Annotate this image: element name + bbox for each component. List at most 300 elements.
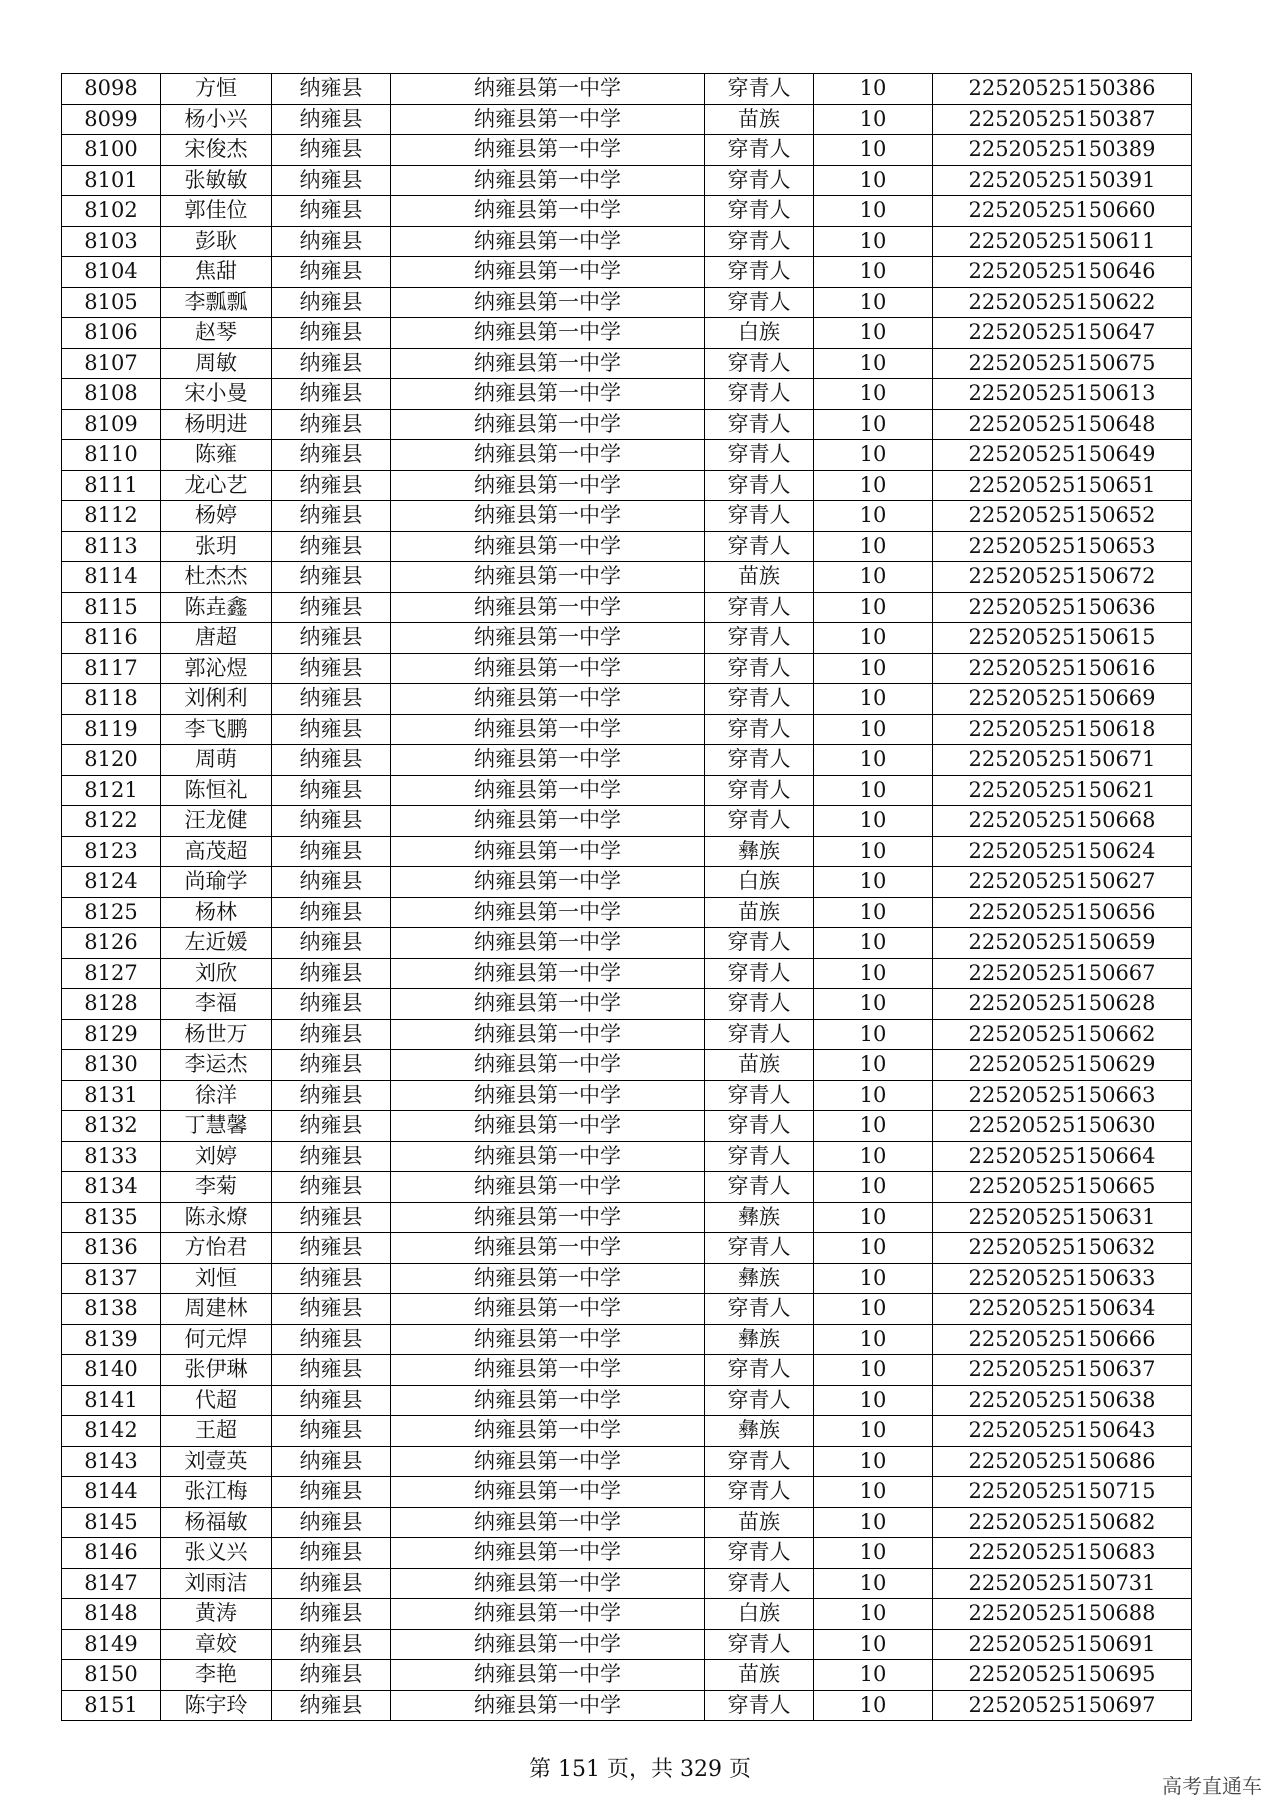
ethnicity-cell: 穿青人 xyxy=(705,531,814,562)
exam-id-cell: 22520525150634 xyxy=(933,1294,1192,1325)
score-cell: 10 xyxy=(814,165,933,196)
table-row xyxy=(62,1050,1192,1081)
student-name-cell: 代超 xyxy=(161,1385,272,1416)
exam-id-cell: 22520525150652 xyxy=(933,501,1192,532)
row-number-cell: 8125 xyxy=(62,897,161,928)
exam-id-cell: 22520525150667 xyxy=(933,958,1192,989)
row-number-cell: 8126 xyxy=(62,928,161,959)
county-cell: 纳雍县 xyxy=(272,1233,391,1264)
score-cell: 10 xyxy=(814,1233,933,1264)
table-row xyxy=(62,989,1192,1020)
student-name-cell: 高茂超 xyxy=(161,836,272,867)
student-name-cell: 李飞鹏 xyxy=(161,714,272,745)
county-cell: 纳雍县 xyxy=(272,1599,391,1630)
score-cell: 10 xyxy=(814,1355,933,1386)
table-row xyxy=(62,1477,1192,1508)
county-cell: 纳雍县 xyxy=(272,1538,391,1569)
student-name-cell: 汪龙健 xyxy=(161,806,272,837)
ethnicity-cell: 穿青人 xyxy=(705,745,814,776)
school-cell: 纳雍县第一中学 xyxy=(391,989,705,1020)
ethnicity-cell: 穿青人 xyxy=(705,1080,814,1111)
row-number-cell: 8111 xyxy=(62,470,161,501)
student-list-table xyxy=(61,73,1192,1721)
county-cell: 纳雍县 xyxy=(272,1202,391,1233)
county-cell: 纳雍县 xyxy=(272,806,391,837)
school-cell: 纳雍县第一中学 xyxy=(391,470,705,501)
table-row xyxy=(62,623,1192,654)
exam-id-cell: 22520525150715 xyxy=(933,1477,1192,1508)
county-cell: 纳雍县 xyxy=(272,1507,391,1538)
row-number-cell: 8138 xyxy=(62,1294,161,1325)
student-name-cell: 李菊 xyxy=(161,1172,272,1203)
table-row xyxy=(62,958,1192,989)
school-cell: 纳雍县第一中学 xyxy=(391,531,705,562)
student-name-cell: 陈恒礼 xyxy=(161,775,272,806)
score-cell: 10 xyxy=(814,1141,933,1172)
county-cell: 纳雍县 xyxy=(272,1690,391,1721)
ethnicity-cell: 穿青人 xyxy=(705,1141,814,1172)
school-cell: 纳雍县第一中学 xyxy=(391,623,705,654)
school-cell: 纳雍县第一中学 xyxy=(391,135,705,166)
row-number-cell: 8101 xyxy=(62,165,161,196)
row-number-cell: 8124 xyxy=(62,867,161,898)
exam-id-cell: 22520525150663 xyxy=(933,1080,1192,1111)
school-cell: 纳雍县第一中学 xyxy=(391,1660,705,1691)
county-cell: 纳雍县 xyxy=(272,623,391,654)
student-name-cell: 丁慧馨 xyxy=(161,1111,272,1142)
school-cell: 纳雍县第一中学 xyxy=(391,409,705,440)
ethnicity-cell: 穿青人 xyxy=(705,714,814,745)
student-name-cell: 张义兴 xyxy=(161,1538,272,1569)
row-number-cell: 8100 xyxy=(62,135,161,166)
table-row xyxy=(62,318,1192,349)
student-name-cell: 李运杰 xyxy=(161,1050,272,1081)
score-cell: 10 xyxy=(814,897,933,928)
ethnicity-cell: 穿青人 xyxy=(705,257,814,288)
row-number-cell: 8123 xyxy=(62,836,161,867)
ethnicity-cell: 穿青人 xyxy=(705,1019,814,1050)
ethnicity-cell: 穿青人 xyxy=(705,1568,814,1599)
county-cell: 纳雍县 xyxy=(272,1111,391,1142)
score-cell: 10 xyxy=(814,318,933,349)
county-cell: 纳雍县 xyxy=(272,1385,391,1416)
exam-id-cell: 22520525150647 xyxy=(933,318,1192,349)
school-cell: 纳雍县第一中学 xyxy=(391,1599,705,1630)
county-cell: 纳雍县 xyxy=(272,928,391,959)
exam-id-cell: 22520525150618 xyxy=(933,714,1192,745)
row-number-cell: 8113 xyxy=(62,531,161,562)
exam-id-cell: 22520525150621 xyxy=(933,775,1192,806)
row-number-cell: 8117 xyxy=(62,653,161,684)
table-row xyxy=(62,1538,1192,1569)
ethnicity-cell: 穿青人 xyxy=(705,1355,814,1386)
ethnicity-cell: 穿青人 xyxy=(705,1446,814,1477)
school-cell: 纳雍县第一中学 xyxy=(391,714,705,745)
county-cell: 纳雍县 xyxy=(272,775,391,806)
county-cell: 纳雍县 xyxy=(272,440,391,471)
score-cell: 10 xyxy=(814,1202,933,1233)
score-cell: 10 xyxy=(814,74,933,105)
student-name-cell: 杨林 xyxy=(161,897,272,928)
ethnicity-cell: 穿青人 xyxy=(705,1629,814,1660)
student-name-cell: 陈宇玲 xyxy=(161,1690,272,1721)
exam-id-cell: 22520525150697 xyxy=(933,1690,1192,1721)
student-name-cell: 张玥 xyxy=(161,531,272,562)
exam-id-cell: 22520525150636 xyxy=(933,592,1192,623)
ethnicity-cell: 穿青人 xyxy=(705,684,814,715)
student-name-cell: 焦甜 xyxy=(161,257,272,288)
ethnicity-cell: 穿青人 xyxy=(705,1385,814,1416)
row-number-cell: 8107 xyxy=(62,348,161,379)
exam-id-cell: 22520525150615 xyxy=(933,623,1192,654)
score-cell: 10 xyxy=(814,257,933,288)
school-cell: 纳雍县第一中学 xyxy=(391,1324,705,1355)
exam-id-cell: 22520525150671 xyxy=(933,745,1192,776)
exam-id-cell: 22520525150387 xyxy=(933,104,1192,135)
row-number-cell: 8105 xyxy=(62,287,161,318)
ethnicity-cell: 彝族 xyxy=(705,1263,814,1294)
score-cell: 10 xyxy=(814,745,933,776)
student-name-cell: 宋俊杰 xyxy=(161,135,272,166)
student-name-cell: 刘欣 xyxy=(161,958,272,989)
exam-id-cell: 22520525150662 xyxy=(933,1019,1192,1050)
score-cell: 10 xyxy=(814,1111,933,1142)
ethnicity-cell: 白族 xyxy=(705,1599,814,1630)
county-cell: 纳雍县 xyxy=(272,135,391,166)
table-row xyxy=(62,1080,1192,1111)
ethnicity-cell: 苗族 xyxy=(705,897,814,928)
school-cell: 纳雍县第一中学 xyxy=(391,1294,705,1325)
school-cell: 纳雍县第一中学 xyxy=(391,318,705,349)
student-name-cell: 杨婷 xyxy=(161,501,272,532)
row-number-cell: 8121 xyxy=(62,775,161,806)
ethnicity-cell: 彝族 xyxy=(705,1416,814,1447)
row-number-cell: 8102 xyxy=(62,196,161,227)
student-name-cell: 周敏 xyxy=(161,348,272,379)
score-cell: 10 xyxy=(814,1446,933,1477)
score-cell: 10 xyxy=(814,1263,933,1294)
row-number-cell: 8119 xyxy=(62,714,161,745)
score-cell: 10 xyxy=(814,1568,933,1599)
score-cell: 10 xyxy=(814,562,933,593)
score-cell: 10 xyxy=(814,714,933,745)
exam-id-cell: 22520525150638 xyxy=(933,1385,1192,1416)
table-row xyxy=(62,1172,1192,1203)
score-cell: 10 xyxy=(814,836,933,867)
row-number-cell: 8150 xyxy=(62,1660,161,1691)
exam-id-cell: 22520525150628 xyxy=(933,989,1192,1020)
ethnicity-cell: 穿青人 xyxy=(705,1690,814,1721)
table-row xyxy=(62,196,1192,227)
score-cell: 10 xyxy=(814,867,933,898)
ethnicity-cell: 穿青人 xyxy=(705,165,814,196)
school-cell: 纳雍县第一中学 xyxy=(391,1629,705,1660)
table-row xyxy=(62,1599,1192,1630)
table-row xyxy=(62,1233,1192,1264)
ethnicity-cell: 穿青人 xyxy=(705,287,814,318)
school-cell: 纳雍县第一中学 xyxy=(391,806,705,837)
school-cell: 纳雍县第一中学 xyxy=(391,1141,705,1172)
ethnicity-cell: 穿青人 xyxy=(705,379,814,410)
table-row xyxy=(62,1416,1192,1447)
county-cell: 纳雍县 xyxy=(272,196,391,227)
ethnicity-cell: 穿青人 xyxy=(705,74,814,105)
score-cell: 10 xyxy=(814,409,933,440)
school-cell: 纳雍县第一中学 xyxy=(391,1355,705,1386)
student-name-cell: 刘壹英 xyxy=(161,1446,272,1477)
ethnicity-cell: 彝族 xyxy=(705,836,814,867)
county-cell: 纳雍县 xyxy=(272,1172,391,1203)
exam-id-cell: 22520525150651 xyxy=(933,470,1192,501)
exam-id-cell: 22520525150389 xyxy=(933,135,1192,166)
student-name-cell: 彭耿 xyxy=(161,226,272,257)
student-name-cell: 周建林 xyxy=(161,1294,272,1325)
row-number-cell: 8135 xyxy=(62,1202,161,1233)
score-cell: 10 xyxy=(814,226,933,257)
table-row xyxy=(62,562,1192,593)
score-cell: 10 xyxy=(814,1416,933,1447)
exam-id-cell: 22520525150630 xyxy=(933,1111,1192,1142)
score-cell: 10 xyxy=(814,104,933,135)
school-cell: 纳雍县第一中学 xyxy=(391,1111,705,1142)
row-number-cell: 8148 xyxy=(62,1599,161,1630)
table-row xyxy=(62,379,1192,410)
table-row xyxy=(62,104,1192,135)
row-number-cell: 8149 xyxy=(62,1629,161,1660)
table-row xyxy=(62,867,1192,898)
score-cell: 10 xyxy=(814,440,933,471)
student-name-cell: 左近媛 xyxy=(161,928,272,959)
table-row xyxy=(62,1446,1192,1477)
school-cell: 纳雍县第一中学 xyxy=(391,1050,705,1081)
school-cell: 纳雍县第一中学 xyxy=(391,1568,705,1599)
county-cell: 纳雍县 xyxy=(272,257,391,288)
row-number-cell: 8104 xyxy=(62,257,161,288)
ethnicity-cell: 穿青人 xyxy=(705,592,814,623)
table-row xyxy=(62,1263,1192,1294)
ethnicity-cell: 彝族 xyxy=(705,1324,814,1355)
table-row xyxy=(62,745,1192,776)
exam-id-cell: 22520525150631 xyxy=(933,1202,1192,1233)
row-number-cell: 8098 xyxy=(62,74,161,105)
table-row xyxy=(62,1629,1192,1660)
exam-id-cell: 22520525150686 xyxy=(933,1446,1192,1477)
student-name-cell: 杨明进 xyxy=(161,409,272,440)
ethnicity-cell: 彝族 xyxy=(705,1202,814,1233)
student-name-cell: 张江梅 xyxy=(161,1477,272,1508)
school-cell: 纳雍县第一中学 xyxy=(391,1477,705,1508)
score-cell: 10 xyxy=(814,1385,933,1416)
ethnicity-cell: 穿青人 xyxy=(705,1538,814,1569)
county-cell: 纳雍县 xyxy=(272,1355,391,1386)
county-cell: 纳雍县 xyxy=(272,684,391,715)
table-row xyxy=(62,501,1192,532)
exam-id-cell: 22520525150669 xyxy=(933,684,1192,715)
student-name-cell: 郭沁煜 xyxy=(161,653,272,684)
row-number-cell: 8145 xyxy=(62,1507,161,1538)
score-cell: 10 xyxy=(814,531,933,562)
table-row xyxy=(62,440,1192,471)
county-cell: 纳雍县 xyxy=(272,745,391,776)
table-row xyxy=(62,531,1192,562)
ethnicity-cell: 苗族 xyxy=(705,104,814,135)
county-cell: 纳雍县 xyxy=(272,653,391,684)
score-cell: 10 xyxy=(814,1294,933,1325)
student-name-cell: 杨小兴 xyxy=(161,104,272,135)
ethnicity-cell: 穿青人 xyxy=(705,348,814,379)
row-number-cell: 8120 xyxy=(62,745,161,776)
ethnicity-cell: 穿青人 xyxy=(705,196,814,227)
table-row xyxy=(62,1568,1192,1599)
score-cell: 10 xyxy=(814,623,933,654)
county-cell: 纳雍县 xyxy=(272,1477,391,1508)
student-name-cell: 杜杰杰 xyxy=(161,562,272,593)
school-cell: 纳雍县第一中学 xyxy=(391,226,705,257)
ethnicity-cell: 穿青人 xyxy=(705,1477,814,1508)
exam-id-cell: 22520525150613 xyxy=(933,379,1192,410)
student-name-cell: 张敏敏 xyxy=(161,165,272,196)
ethnicity-cell: 苗族 xyxy=(705,1660,814,1691)
county-cell: 纳雍县 xyxy=(272,287,391,318)
ethnicity-cell: 穿青人 xyxy=(705,135,814,166)
score-cell: 10 xyxy=(814,379,933,410)
student-name-cell: 黄涛 xyxy=(161,1599,272,1630)
score-cell: 10 xyxy=(814,684,933,715)
exam-id-cell: 22520525150643 xyxy=(933,1416,1192,1447)
ethnicity-cell: 白族 xyxy=(705,867,814,898)
row-number-cell: 8112 xyxy=(62,501,161,532)
exam-id-cell: 22520525150653 xyxy=(933,531,1192,562)
exam-id-cell: 22520525150632 xyxy=(933,1233,1192,1264)
score-cell: 10 xyxy=(814,1080,933,1111)
row-number-cell: 8131 xyxy=(62,1080,161,1111)
school-cell: 纳雍县第一中学 xyxy=(391,928,705,959)
school-cell: 纳雍县第一中学 xyxy=(391,592,705,623)
county-cell: 纳雍县 xyxy=(272,1080,391,1111)
score-cell: 10 xyxy=(814,196,933,227)
ethnicity-cell: 穿青人 xyxy=(705,989,814,1020)
row-number-cell: 8147 xyxy=(62,1568,161,1599)
student-name-cell: 杨福敏 xyxy=(161,1507,272,1538)
school-cell: 纳雍县第一中学 xyxy=(391,104,705,135)
row-number-cell: 8130 xyxy=(62,1050,161,1081)
school-cell: 纳雍县第一中学 xyxy=(391,165,705,196)
county-cell: 纳雍县 xyxy=(272,897,391,928)
table-row xyxy=(62,1507,1192,1538)
exam-id-cell: 22520525150668 xyxy=(933,806,1192,837)
exam-id-cell: 22520525150683 xyxy=(933,1538,1192,1569)
student-name-cell: 方怡君 xyxy=(161,1233,272,1264)
exam-id-cell: 22520525150622 xyxy=(933,287,1192,318)
school-cell: 纳雍县第一中学 xyxy=(391,379,705,410)
county-cell: 纳雍县 xyxy=(272,318,391,349)
table-row xyxy=(62,1385,1192,1416)
page-number-footer: 第 151 页，共 329 页 xyxy=(529,1757,751,1782)
score-cell: 10 xyxy=(814,1324,933,1355)
student-name-cell: 何元焊 xyxy=(161,1324,272,1355)
county-cell: 纳雍县 xyxy=(272,1050,391,1081)
school-cell: 纳雍县第一中学 xyxy=(391,1446,705,1477)
school-cell: 纳雍县第一中学 xyxy=(391,1172,705,1203)
score-cell: 10 xyxy=(814,287,933,318)
county-cell: 纳雍县 xyxy=(272,714,391,745)
county-cell: 纳雍县 xyxy=(272,531,391,562)
student-name-cell: 李瓢瓢 xyxy=(161,287,272,318)
school-cell: 纳雍县第一中学 xyxy=(391,562,705,593)
table-row xyxy=(62,806,1192,837)
exam-id-cell: 22520525150688 xyxy=(933,1599,1192,1630)
score-cell: 10 xyxy=(814,1660,933,1691)
county-cell: 纳雍县 xyxy=(272,867,391,898)
score-cell: 10 xyxy=(814,1050,933,1081)
score-cell: 10 xyxy=(814,1507,933,1538)
score-cell: 10 xyxy=(814,1172,933,1203)
school-cell: 纳雍县第一中学 xyxy=(391,1233,705,1264)
exam-id-cell: 22520525150659 xyxy=(933,928,1192,959)
score-cell: 10 xyxy=(814,989,933,1020)
exam-id-cell: 22520525150682 xyxy=(933,1507,1192,1538)
row-number-cell: 8127 xyxy=(62,958,161,989)
table-row xyxy=(62,1019,1192,1050)
county-cell: 纳雍县 xyxy=(272,104,391,135)
table-row xyxy=(62,1690,1192,1721)
ethnicity-cell: 穿青人 xyxy=(705,623,814,654)
county-cell: 纳雍县 xyxy=(272,836,391,867)
row-number-cell: 8141 xyxy=(62,1385,161,1416)
county-cell: 纳雍县 xyxy=(272,501,391,532)
table-row xyxy=(62,1111,1192,1142)
exam-id-cell: 22520525150666 xyxy=(933,1324,1192,1355)
score-cell: 10 xyxy=(814,928,933,959)
school-cell: 纳雍县第一中学 xyxy=(391,1385,705,1416)
student-name-cell: 陈永燎 xyxy=(161,1202,272,1233)
exam-id-cell: 22520525150664 xyxy=(933,1141,1192,1172)
row-number-cell: 8132 xyxy=(62,1111,161,1142)
row-number-cell: 8108 xyxy=(62,379,161,410)
exam-id-cell: 22520525150646 xyxy=(933,257,1192,288)
table-row xyxy=(62,1660,1192,1691)
score-cell: 10 xyxy=(814,470,933,501)
ethnicity-cell: 穿青人 xyxy=(705,775,814,806)
exam-id-cell: 22520525150665 xyxy=(933,1172,1192,1203)
ethnicity-cell: 穿青人 xyxy=(705,409,814,440)
score-cell: 10 xyxy=(814,1690,933,1721)
county-cell: 纳雍县 xyxy=(272,379,391,410)
ethnicity-cell: 穿青人 xyxy=(705,1172,814,1203)
county-cell: 纳雍县 xyxy=(272,592,391,623)
table-row xyxy=(62,897,1192,928)
row-number-cell: 8133 xyxy=(62,1141,161,1172)
county-cell: 纳雍县 xyxy=(272,958,391,989)
table-row xyxy=(62,1324,1192,1355)
exam-id-cell: 22520525150649 xyxy=(933,440,1192,471)
ethnicity-cell: 白族 xyxy=(705,318,814,349)
school-cell: 纳雍县第一中学 xyxy=(391,745,705,776)
table-row xyxy=(62,74,1192,105)
student-name-cell: 杨世万 xyxy=(161,1019,272,1050)
county-cell: 纳雍县 xyxy=(272,470,391,501)
score-cell: 10 xyxy=(814,592,933,623)
row-number-cell: 8099 xyxy=(62,104,161,135)
row-number-cell: 8144 xyxy=(62,1477,161,1508)
county-cell: 纳雍县 xyxy=(272,1446,391,1477)
student-name-cell: 龙心艺 xyxy=(161,470,272,501)
score-cell: 10 xyxy=(814,1599,933,1630)
ethnicity-cell: 穿青人 xyxy=(705,1294,814,1325)
table-row xyxy=(62,470,1192,501)
ethnicity-cell: 穿青人 xyxy=(705,501,814,532)
exam-id-cell: 22520525150386 xyxy=(933,74,1192,105)
